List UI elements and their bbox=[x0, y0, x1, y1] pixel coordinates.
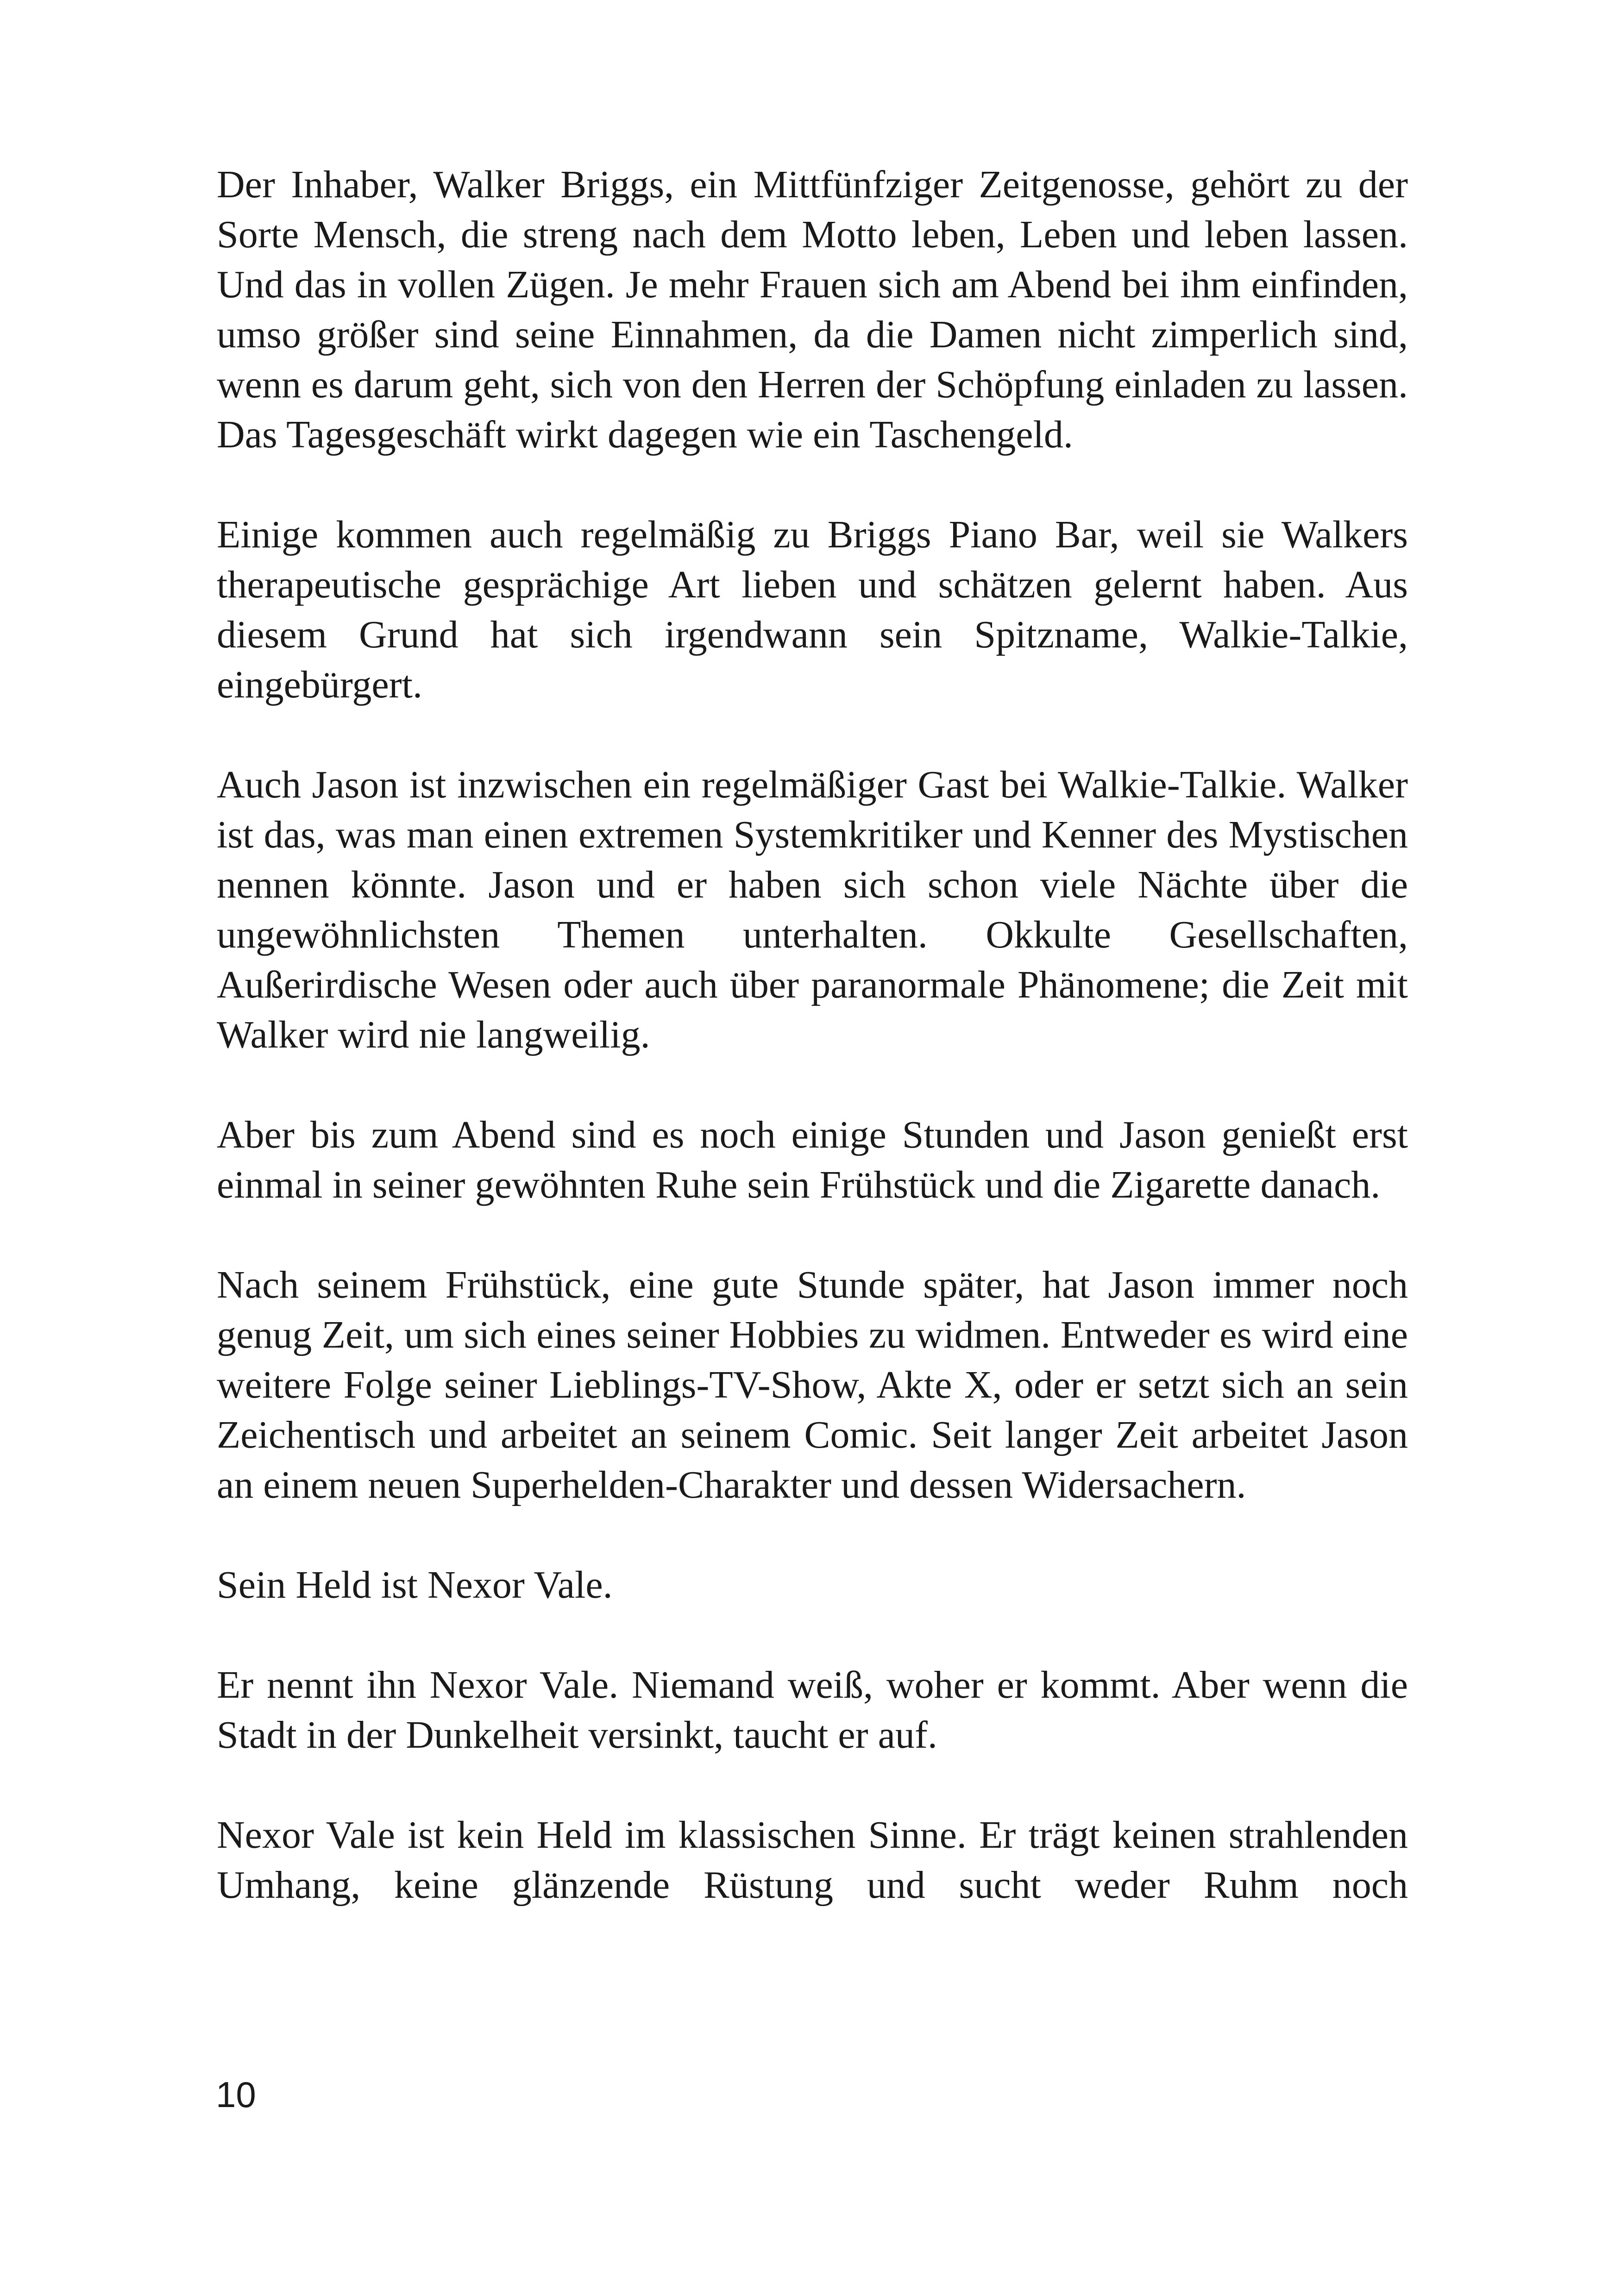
paragraph-1: Der Inhaber, Walker Briggs, ein Mittfünfziger Zeitgenosse, gehört zu der Sorte Mensch, die streng nach dem Motto leben, Leben und leben lassen. Und das in vollen Zügen. Je mehr Frauen sich am Abend bei ihm einfinden, umso größer sind seine Einnahmen, da die Damen nicht zimperlich sind, wenn es darum geht, sich von den Herren der Schöpfung einladen zu lassen. Das Tagesgeschäft wirkt dagegen wie ein Taschengeld. bbox=[217, 163, 1408, 456]
paragraph-6: Sein Held ist Nexor Vale. bbox=[217, 1563, 613, 1606]
body-text bbox=[217, 160, 1408, 1910]
paragraph-5: Nach seinem Frühstück, eine gute Stunde später, hat Jason immer noch genug Zeit, um sich eines seiner Hobbies zu widmen. Entweder es wird eine weitere Folge seiner Lieblings-TV-Show, Akte X, oder er setzt sich an sein Zeichentisch und arbeitet an seinem Comic. Seit langer Zeit arbeitet Jason an einem neuen Superhelden-Charakter und dessen Widersachern. bbox=[217, 1263, 1408, 1506]
paragraph-2: Einige kommen auch regelmäßig zu Briggs Piano Bar, weil sie Walkers therapeutische gesprächige Art lieben und schätzen gelernt haben. Aus diesem Grund hat sich irgendwann sein Spitzname, Walkie-Talkie, eingebürgert. bbox=[217, 513, 1408, 706]
page-number: 10 bbox=[216, 2074, 256, 2115]
paragraph-4: Aber bis zum Abend sind es noch einige Stunden und Jason genießt erst einmal in seiner gewöhnten Ruhe sein Frühstück und die Zigarette danach. bbox=[217, 1113, 1408, 1206]
paragraph-3: Auch Jason ist inzwischen ein regelmäßiger Gast bei Walkie-Talkie. Walker ist das, was man einen extremen Systemkritiker und Kenner des Mystischen nennen könnte. Jason und er haben sich schon viele Nächte über die ungewöhnlichsten Themen unterhalten. Okkulte Gesellschaften, Außerirdische Wesen oder auch über paranormale Phänomene; die Zeit mit Walker wird nie langweilig. bbox=[217, 763, 1408, 1056]
paragraph-8: Nexor Vale ist kein Held im klassischen Sinne. Er trägt keinen strahlenden Umhang, keine glänzende Rüstung und sucht weder Ruhm noch bbox=[217, 1813, 1408, 1907]
paragraph-7: Er nennt ihn Nexor Vale. Niemand weiß, woher er kommt. Aber wenn die Stadt in der Dunkelheit versinkt, taucht er auf. bbox=[217, 1663, 1408, 1757]
